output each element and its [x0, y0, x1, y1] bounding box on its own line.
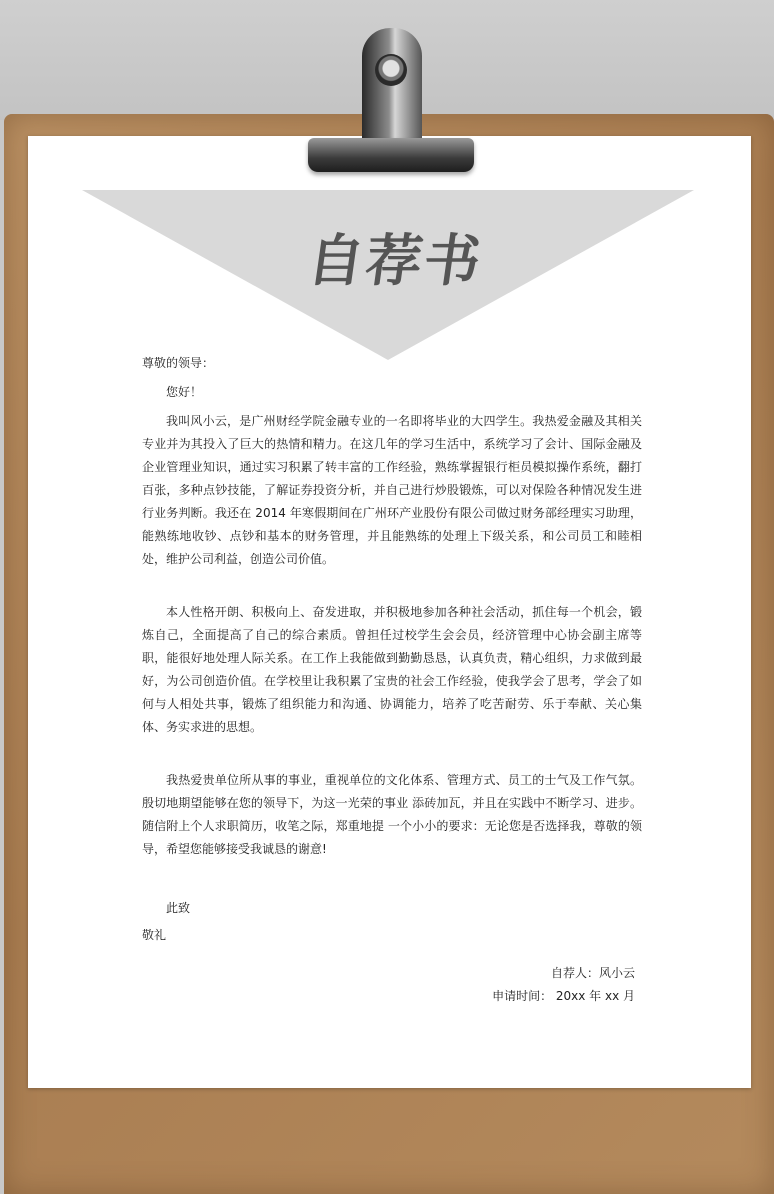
binder-clip-ring: [375, 54, 407, 86]
binder-clip-lever: [362, 28, 422, 144]
paragraph-2: 本人性格开朗、积极向上、奋发进取，并积极地参加各种社会活动，抓住每一个机会，锻炼自己，全面提高了自己的综合素质。曾担任过校学生会会员，经济管理中心协会副主席等职，能很好地处理人际关系。在工作上我能做到勤勤恳恳，认真负责，精心组织，力求做到最好，为公司创造价值。在学校里让我积累了宝贵的社会工作经验，使我学会了思考，学会了如何与人相处共事，锻炼了组织能力和沟通、协调能力，培养了吃苦耐劳、乐于奉献、关心集体、务实求进的思想。: [142, 605, 642, 734]
closing-jing-li: 敬礼: [142, 928, 167, 942]
greeting: 您好！: [166, 385, 203, 399]
salutation: 尊敬的领导：: [142, 356, 215, 370]
paragraph-1: 我叫风小云，是广州财经学院金融专业的一名即将毕业的大四学生。我热爱金融及其相关专业并为其投入了巨大的热情和精力。在这几年的学习生活中，系统学习了会计、国际金融及企业管理业知识，通过实习积累了转丰富的工作经验，熟练掌握银行柜员模拟操作系统，翻打百张，多种点钞技能，了解证券投资分析，并自己进行炒股锻炼，可以对保险各种情况发生进行业务判断。我还在 2014 年寒假期间在广州环产业股份有限公司做过财务部经理实习助理，能熟练地收钞、点钞和基本的财务管理，并且能熟练的处理上下级关系，和公司员工和睦相处，维护公司利益，创造公司价值。: [142, 414, 642, 566]
closing-ci-zhi: 此致: [166, 901, 191, 915]
letter-body: [142, 352, 642, 947]
paragraph-3: 我热爱贵单位所从事的事业，重视单位的文化体系、管理方式、员工的士气及工作气氛。殷切地期望能够在您的领导下，为这一光荣的事业 添砖加瓦，并且在实践中不断学习、进步。随信附上个人求职简历，收笔之际，郑重地提 一个小小的要求：无论您是否选择我，尊敬的领导，希望您能够接受我诚恳的谢意!: [142, 773, 642, 856]
date-line: 申请时间： 20xx 年 xx 月: [492, 989, 635, 1003]
binder-clip: [308, 138, 474, 172]
signature-block: [492, 962, 635, 1008]
signer-line: 自荐人：风小云: [550, 966, 635, 980]
document-title: 自荐书: [303, 228, 487, 294]
